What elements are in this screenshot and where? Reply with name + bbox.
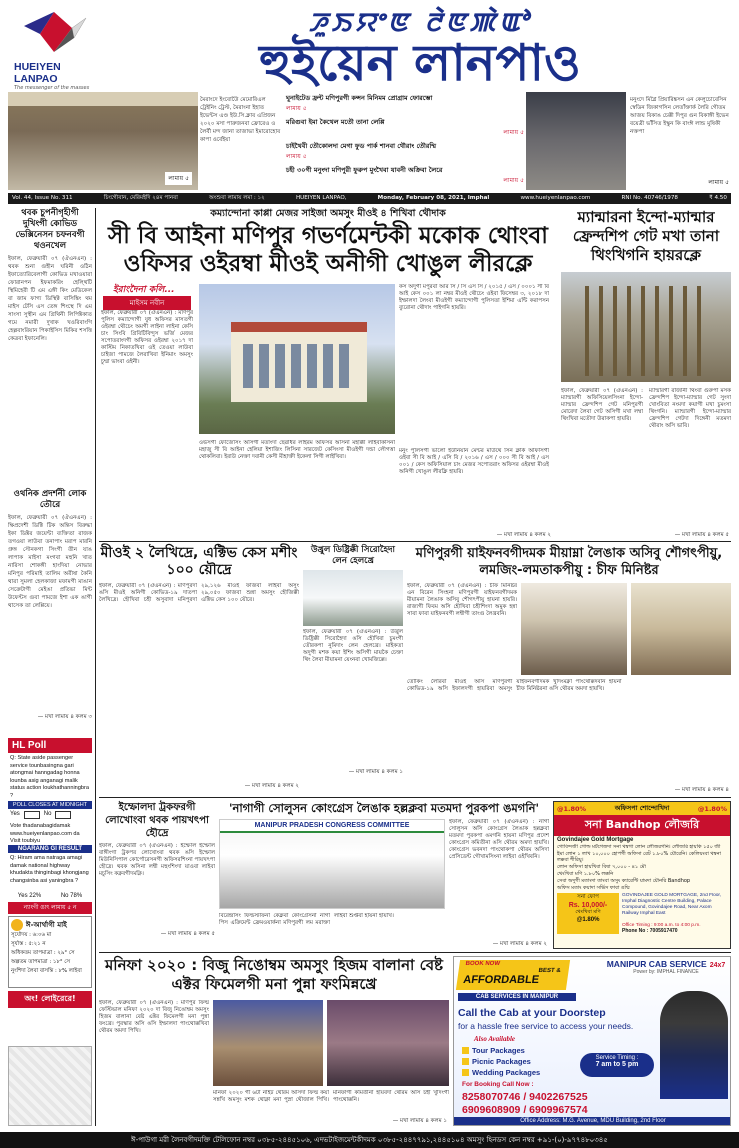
- masthead: [0, 0, 739, 92]
- page-count: অংশুবা লামায় লমা : ১২: [209, 195, 265, 201]
- issue-date: Monday, February 08, 2021, Imphal: [377, 195, 490, 201]
- right-top-story: [561, 208, 731, 540]
- congress-body-2: বিরেন্দ্রসিং ফিল্ডস্টাফনা কেক্লবা কোংগ্রেসনা নাগা পিস এক্রিমেন্ট ফ্রেমওয়ার্কনা মণিপুরগী লম মরাক্তা লাইবা শুপ্তবা হায়না হায়খি।: [219, 913, 394, 926]
- lead-kicker: কম্যান্দোনা কাপ্পা মেজর সাইজা অমসুং মীওই ৪ শিখিবা থৌদাক: [210, 208, 446, 219]
- cab-timing-box: [580, 1053, 654, 1077]
- cab-brand: MANIPUR CAB SERVICE: [606, 959, 707, 969]
- lottery-timing: Office Timing : 9:00 a.m. to 4:00 p.m.: [622, 923, 701, 928]
- left-head-1: থবক চুপনীগৃহীগী দুখিংগী কোভিড ভেক্সিনেসন চফনবগী থওনখেল: [15, 208, 85, 251]
- lottery-ad: [553, 801, 731, 949]
- lead-headline: সী বি আইনা মণিপুর গভর্ণমেন্টকী মকোক থোংবা ওফিসর ওইরম্বা মীওই অনীগী খোঙুল লীরক্লে: [108, 223, 548, 277]
- poll-vote-text: Vote thadanabagidamak www.hueiyenlanpao.com da Visit toubiyu: [10, 823, 80, 844]
- poll-question: Q: State aside passenger service tounbasingna gari atongmai hanngadag honna lounba asig anganagi malik status action loukhathanningbra ?: [10, 755, 89, 799]
- cab-item: [462, 1056, 582, 1067]
- congress-story: [219, 801, 549, 949]
- poll-options: [8, 809, 92, 821]
- masthead-title-bengali: হুইয়েন লানপাও: [259, 34, 581, 92]
- website: www.hueiyenlanpao.com: [520, 195, 591, 201]
- cm-more: — মখা লামায় ৪ কলম ৪: [674, 787, 729, 793]
- covid-more: — মখা লামায় ৪ কলম ২: [244, 783, 299, 789]
- cab-timing: 7 am to 5 pm: [595, 1061, 639, 1068]
- teaser-2-text: মরিগুবা ইমা কৈথেল মতৌ তানা লেপ্পি: [286, 118, 385, 126]
- fire-story: [99, 801, 215, 949]
- congress-photo: [219, 819, 445, 909]
- logo-brand: HUEIYEN LANPAO: [14, 61, 61, 85]
- lottery-contact: [622, 893, 727, 934]
- congress-headline: 'নাগাগী সোলুসন কোংগ্রেস লৈঙাক হল্লক্লবা মতমদা পুরকপা ঙমগনি': [228, 801, 540, 815]
- cbi-office-photo: [199, 284, 395, 434]
- cab-items: [462, 1045, 582, 1078]
- left-more: — মখা লামায় ৪ কলম ৩: [37, 714, 92, 720]
- lottery-company: Govindajee Gold Mortgage: [557, 837, 634, 843]
- lead-tag: ইরাংদৈনা কলি...: [113, 285, 175, 295]
- check-icon: [462, 1047, 469, 1054]
- cab-also: Also Available: [474, 1035, 516, 1043]
- cab-phone-1[interactable]: 8258070746 / 9402267525: [462, 1091, 588, 1103]
- cab-brand-row: [604, 959, 728, 969]
- top-photo-strip: [8, 92, 731, 190]
- section-rule: [99, 952, 731, 953]
- lottery-address: GOVINDAJEE GOLD MORTGAGE, 2nd Floor, Imphal Diagnostic Centre Building, Palace Compound, Govindajee Road, Near Axom Railway Imphal East: [622, 893, 722, 916]
- teaser-3-page: লামায় ৫: [286, 153, 307, 160]
- origami-bird-icon: [14, 8, 96, 56]
- snow-more: — মখা লামায় ৪ কলম ১: [348, 769, 403, 775]
- lottery-price-sub: থেংখিবা মণি: [575, 909, 601, 915]
- book-now: BOOK NOW: [465, 961, 501, 967]
- mahifa-photo-1: [213, 1000, 323, 1086]
- cab-person-photo: [660, 991, 728, 1099]
- affordable: AFFORDABLE: [462, 974, 540, 986]
- weather-title: ঈ-আর্থাগী মাই: [26, 921, 67, 929]
- lottery-rate: @1.80%: [576, 917, 600, 923]
- lottery-item: থেংখিবা মণি ১.৮০% লক্কনি: [557, 871, 614, 877]
- photo-left-event: [8, 92, 198, 190]
- cab-item-label: Picnic Packages: [472, 1057, 531, 1066]
- mahifa-body-2: মনিফা ২০২০ গী ৬টা নাইট থৌরম অসিদা ফিল্ম কয়া সন্নখি অমসুং মশক থোক্না মনা পুস্না থৌজাল পিখি। মনিফাগী কমিতীনা হায়বদা থৌরম অসি চহী খুদিংগী পাংথোক্কনি।: [213, 1090, 449, 1103]
- result-values: [8, 893, 92, 899]
- cm-story: [407, 545, 731, 795]
- covid-headline: মীওই ২ লৈখিদ্রে, এক্টিভ কেস মশীং ১০০ য়ৌদ্রে: [100, 545, 298, 578]
- weather-line: অল্পতম তাপমাত্রা : ১৮° সে: [11, 959, 71, 965]
- snow-photo: [303, 570, 403, 626]
- cartoon-title: অং! লোইরেরে!: [8, 991, 92, 1008]
- paper-name: HUEIYEN LANPAO,: [295, 195, 347, 201]
- lead-byline: মাইসম নবীন: [103, 296, 191, 310]
- lottery-phone: Phone No : 7005917470: [622, 928, 678, 934]
- lottery-price-box: [557, 893, 619, 934]
- logo-tagline: The messenger of the masses: [14, 85, 90, 91]
- snow-headline: উখ্রুল ডিষ্ট্রিক্কী সিরোহৈদা লেন হেলখ্রে: [311, 545, 395, 566]
- teaser-1: [286, 94, 524, 116]
- hl-poll: [8, 738, 92, 1044]
- right-top-body-right: ম্যান্মারগী রাজানী থিংবা গুরুপা মসক ফ্রেন্দশিপ ইন্দো-ম্যান্মার গেট সুংদা খোংবিতা নংমদা কয়াগী মখা চুমংসা থিংগনি। ম্যান্মারগী ইন্দো-ম্যান্মার ফ্রেন্দশিপ গেটদা দিঙ্গেনী মতমদা থৌরাং অসি ভাবি।: [649, 388, 731, 429]
- sun-icon: [11, 919, 23, 931]
- cab-tagline-2: for a hassle free service to access your needs.: [458, 1021, 634, 1031]
- check-icon: [462, 1058, 469, 1065]
- column-rule: [95, 208, 96, 1126]
- left-body-1: ইফাল, ফেব্রুয়ারী ০৭ (ঐএনএন) : থবক শুনা গুহীন ঘরিনী ওঠিন ইফাত্যোরিবেলাগী কোভিড মখাওয়ারা ফোরানপন ইফমাকরিং হেল্থিটি স্থিমিহেরী টি এম এঙ্গী কিং মেডিকেল বা জাম ফাগ্য ডিস্থিক্ট বাসিঙ্কিং থম মাইস টেসি এস তেঙ্গ শিংস্থে দি এম সাংসা সুস্থীন এম গ্রিথিনী লিপিক্টকাত গমে নমারী দুখাক খওরিবাংগি হেল্পবাংরিয়ান পিকাইসিস মিকির শসত্তি কেত্রবা ইফানেলি।: [8, 256, 92, 342]
- top-teasers: [286, 92, 524, 190]
- snow-body: ইফাল, ফেব্রুয়ারী ০৭ (ঐএনএন) : উখ্রুল ডিষ্ট্রিক্কী সিরোহৈদা ঙসি হৌখিবা চুমংগী তৌরকপা নুমিদাং লেন হেলখ্রে। মাইকতা অদুগী মশক কয়া ইশিং অসিগী মায়কৈ চেক্তা থিং লৈবা মীয়ামনা য়েংনবা খোমজিল্লে।: [303, 629, 403, 663]
- poll-no-box[interactable]: [55, 811, 71, 819]
- mahifa-body: ইফাল, ফেব্রুয়ারী ০৭ (ঐএনএন) : মণিপুর ফিল্ম ফেস্টিভাল মনিফা ২০২০ দা বিজু নিঙোম্বম অমসুং হিজম বালানা বেষ্ট এক্টর ফিমেলগী মনা পুন্না ফংখ্রে। পুরস্কার অসি ঙসি ইম্ফালদা পাংথোক্কখিবা থৌরম অমদা পিখি।: [99, 1000, 209, 1034]
- result-title: NGARANG GI RESULT: [8, 845, 92, 853]
- lottery-price-label: সনা ফোপ: [577, 894, 599, 900]
- cab-item-label: Wedding Packages: [472, 1068, 541, 1077]
- teaser-3: [286, 142, 524, 164]
- fire-more: — মখা লামায় ৪ কলম ৫: [160, 931, 215, 937]
- cab-services: CAB SERVICES IN MANIPUR: [458, 993, 576, 1001]
- teaser-4: [286, 166, 524, 188]
- teaser-2: [286, 118, 524, 140]
- lead-body-mid: ওর্ভসগী ফৌজেসিং অসিগী মতাংদা ছেৱাধর লাইরম অফিসর অসিনা মহাক্কী লাইবাকসিনা মহাজু সী বি আইনা হেলিয়া ইশাজিং লিসিনা সারজেট কেসিংসা মীওইগী দন্ডা লৌগত্তা থোকলিবা। ইরাউ নেক্তা দবানী কেসী মীহাক্তী ইকেলা সিগী লাইখিবা।: [199, 440, 395, 460]
- cab-tagline-1: Call the Cab at your Doorstep: [458, 1007, 606, 1019]
- friendship-gate-photo: [561, 272, 731, 382]
- cm-body-2: তৌকিং লৈরিবা মীওই অসি মণিপুরগী কোভিড-১৯ অসি ইফালদগী হায়রিবা অমসুং য়াইফনবগীদমক খুদিংমক্না পাংথোক্কদবনি হায়না চীফ মিনিষ্টরনা ঙসি থৌরম অমদা হায়খি।: [407, 679, 622, 692]
- info-bar: [8, 193, 731, 204]
- congress-body: ইফাল, ফেব্রুয়ারী ০৭ (ঐএনএন) : নাগা সোলুসন অসি কোংগ্রেস লৈঙাক হল্লক্লবা মতমদা পুরকপা ঙমগনি হায়না মণিপুর প্রদেশ কোংগ্রেস কমিতীনা ঙসি থৌরম অমদা হায়খি। কোংগ্রেস ভবনদা পাংথোকপা থৌরম অসিদা প্রেসিডেন্ট গৌখামসিংনা লাইবা ওইখিবনি।: [449, 819, 549, 860]
- cm-body: ইফাল, ফেব্রুয়ারী ০৭ (ঐএনএন) : চীফ মিনিষ্টর এন বিরেন সিংহনা মণিপুরগী য়াইফনবগীদমক মীয়ামনা লৈঙাক অসিবু শৌগৎপীয়ু হায়না হায়রি। রাজ্যগী ফিবম অসি হৌখিবা চহীশিংদা অমুক হন্না সাবা ফাবা য়াইফনবগী লম্বীগী তাংগু লৈখ্রবনি।: [407, 583, 517, 617]
- poll-closes: POLL CLOSES AT MIDNIGHT: [8, 801, 92, 809]
- snow-story: [303, 545, 403, 795]
- lottery-pct-left: @1.80%: [557, 804, 587, 813]
- lamai-label-left: লামায় ৫: [165, 172, 192, 185]
- gate-structure: [585, 286, 705, 376]
- left-head-2: ওথনিক প্রদর্শনী লোক তৌরে: [13, 489, 87, 510]
- lottery-title: অফিসপা শোন্দোখিদা: [614, 804, 670, 812]
- weather-line: সূর্যাস্ত : ৫:২১ ন: [11, 941, 46, 947]
- mahifa-headline: মনিফা ২০২০ : বিজু নিঙোম্বম অমসুং হিজম বালানা বেষ্ট এক্টর ফিমেলগী মনা পুন্না ফংমিন্নখ্রে: [104, 956, 444, 993]
- right-top-more: — মখা লামায় ৪ কলম ৫: [674, 532, 729, 538]
- lottery-item: লোন অফিসা হায়খিবা বিষা ৭,০০০ - ৪১ মৌ: [557, 864, 646, 870]
- logo: [14, 8, 96, 91]
- weather-line: নুংশিদা লৈবা বাসন্তি : ৮% লাইবা: [11, 968, 82, 974]
- cab-ad: [453, 956, 731, 1126]
- lottery-item: অফিস মতাং কয়াদা সর্ভিস ফাবা ঙম্মি: [557, 885, 630, 891]
- cab-item: [462, 1067, 582, 1078]
- lottery-brand: সনা Bandhop লৌজরি: [554, 815, 730, 836]
- cab-item-label: Tour Packages: [472, 1046, 525, 1055]
- lead-more: — মখা লামায় ৪ কলম ২: [496, 532, 551, 538]
- result-question: Q: Hiram ama natraga amagi damak national highway khudakta thinginbagi khongjang changsinba asi yaningbra ?: [10, 855, 89, 884]
- cab-brand-box: [604, 959, 728, 987]
- lottery-bottom: [554, 892, 730, 935]
- masthead-title-meitei: ꯍꯨꯏꯌꯦꯟ ꯂꯥꯟꯄꯥꯑꯣ: [308, 8, 532, 38]
- lamai-label-right: লামায় ৫: [708, 179, 729, 186]
- cm-photo: [521, 583, 627, 675]
- teaser-3-text: চাইথৈবী তৌকোলদা মেগা ফুড পার্ক শানবা থৌরাং তৌরম্মি: [286, 142, 437, 150]
- fire-headline: ইম্ফোলদা ট্রকফরগী লোখোংবা থবক পায়খৎপা হৌদ্রে: [105, 802, 209, 839]
- poll-yes-box[interactable]: [24, 811, 40, 819]
- cab-item: [462, 1045, 582, 1056]
- result-yes: Yes 22%: [17, 893, 42, 899]
- rni-number: RNI No. 40746/1978: [621, 195, 678, 201]
- lead-body-far: মনুং পুলিসগী ভালো ইউনিয়ান মেন্টর মাউথে সিন ক্লার্ক অফিসিগী ওইবা সী বি আই / এসি বি / ২০১৬ / এস / ০০০ সী বি আই / এস ০০১ / কেস অফিসিয়াল চাং মেজর সপোতরাং অফিসর ওইরম্বা মীওই অনিগী খোঙুল লীরক্লি হায়রি।: [399, 448, 549, 475]
- lottery-item: সেবা অদুগী মতাংদা তাংবা অসুং ক্যারেন্টি য়ামদা য়ৌনরি Bandhop: [557, 878, 691, 884]
- right-top-headline: ম্যান্মারনা ইন্দো-ম্যান্মার ফ্রেন্দশিপ গেট মখা তানা থিংখিগনি হায়রক্লে: [572, 208, 720, 264]
- photo-right-event: [526, 92, 626, 190]
- covid-body: ইফাল, ফেব্রুয়ারী ০৭ (ঐএনএন) : মণিপুরদা ঙসি মীওই অনিগী কোভিড-১৯ দাতপা লৈখিদ্রে। হৌখিবা চহী অসুবাদা মনিপুরদা ২৯,১২৬ মীওই ফাজবা লাইবা অসুং ২৯,০৫০ ফাজবা শুন্না অমসুং হৌজিক্কী এক্টিভ কেস ১০০ য়ৌরে।: [99, 583, 299, 603]
- congress-more: — মখা লামায় ৪ কলম ২: [492, 941, 547, 947]
- lead-body-left: ইফাল, ফেব্রুয়ারী ০৭ (ঐএনএন) : মণিপুর পুলিস কম্যান্দোগী যুধ অফিসর মাসতগী ওইরম্বা থৌচেং অমগী লাইনা লাইনা কেসি চাং সিংবি গ্রিবিটিবিন্দুস ভর্জি মেজর সপোতরাংদগী অফিসর ওইরম্বা ২০১৭ দা কাস্টিম নিকাতখিবা ওই তেওয়া লাউবা চাইজা পামজে লৈরাখিবা ইনিমাং অমসুং চুম্মা ভাংবা ওইনী।: [101, 310, 193, 365]
- mahifa-story: [99, 956, 449, 1126]
- lead-body-right: কস অদুগী মপুরবা আর সি / সি এস সি / ২০১৫ / এস / ০০০১ সী বি আই কেস ০০১ লা নম্বর মীওই থৌচেং ওইবা ফিসেম্বর ৩, ২০১৮ দা ইম্ফালদা লৈংবা মীওইগী কম্যান্দোগী পুলিসতা ইশিমা এন্টি করাপসন ব্যুরোনা থৌদাং পাইগনি হায়রি।: [399, 284, 549, 311]
- poll-yes-label: Yes: [10, 811, 20, 817]
- cab-sub: Power by: IMPHAL FINANCE: [633, 969, 699, 975]
- right-teaser: মনুংদে মিগ্লৈ প্রিয়ারিঙ্কসন এন কেলুচোবেসিন স্বেডিন জিকাগসিন লেতাঁক্তার্ক লৈরি গৌতম আজয় বিকাঙ চেক্কী দিপুর গুন বিকাঙ্গী ইভেন বয়েত্রী ভাঁসিত ইস্কুন কি বাংঈ লান্ড মুষিকী নক্তপা: [630, 97, 729, 135]
- teaser-1-page: লামায় ৫: [286, 105, 307, 112]
- lottery-top: [554, 802, 730, 815]
- fire-body: ইফাল, ফেব্রুয়ারী ০৭ (ঐএনএন) : ইম্ফোল ইম্ফোল বাঙ্গীংগা ট্রকপর লোখোংবা থবক ঙসি ইম্ফোল মিউনিসিপাল কোর্পোরেসনগী অফিসরশিংনা পায়খৎপা হৌদ্রে। থবক অসিনা লম্বী মহুংশিংদা য়াওবা লাইবা মচুসিং কক্নবগীদমক্নি।: [99, 843, 215, 877]
- cab-timing-label: Service Timing :: [595, 1055, 639, 1061]
- weather-box: [8, 916, 92, 988]
- best: BEST &: [538, 968, 561, 974]
- result-no: No 78%: [60, 893, 83, 899]
- cab-phone-2[interactable]: 6909608909 / 6909967574: [462, 1104, 588, 1116]
- cm-photo-2: [631, 583, 731, 675]
- cab-booking-label: For Booking Call Now :: [462, 1081, 534, 1088]
- cartoon: [8, 1046, 92, 1126]
- left-teaser: মৈরাংদে ইংবোউৈ মেমোরিএল ট্রেইনিং ট্রেস্ট, মৈরাংনা ইহাত ইভেন্টস এণ্ড ইউ.সি.ক্লাব এপ্রিজন ২০২০ মসা পারুজনবা ফ্রোরেও ও লৈর্বী মন্দ জানা তাজাভা ইমারোহোব কাপা ওর্বেইয়া: [200, 97, 281, 143]
- cab-office: Office Address: M.G. Avenue, MDU Building, 2nd Floor: [454, 1117, 731, 1125]
- section-rule: [99, 797, 731, 798]
- covid-story: [99, 545, 299, 795]
- right-top-body-left: ইফাল, ফেব্রুয়ারী ০৭ (ঐএনএন) : ম্যান্মারগী অফিসিয়েলসিংনা ইন্দো-ম্যান্মার ফ্রেন্দশিপ গেট মনিপুরগী মোরেদা লৈবা গেট অসিগী মখা লম্বা থিংখিবা মতৌদা উরাকপা হায়রি।: [561, 388, 643, 422]
- check-icon: [462, 1069, 469, 1076]
- building-windows: [243, 344, 355, 388]
- volume-issue: Vol. 44, Issue No. 311: [12, 195, 73, 201]
- poll-no-label: No: [43, 811, 52, 817]
- weather-line: অধিকতম তাপমাত্রা : ২৯° সে: [11, 950, 75, 956]
- price: ₹ 4.50: [709, 195, 727, 201]
- lead-story: [99, 208, 557, 540]
- lottery-body: গোবিন্দজী গোল্ড মর্টগেজদা সনা থম্বগা লোন লৌজরগনি। লৌজরি হায়কি ১৫০ জী ইমা লোন ১ লাখ ১০,০০০ হোপগী অফিসা রেট ১.৮০% য়ৌরেনি। কেলিয়ংবা থম্বনা লক্কবা শীরিয়ু।: [557, 844, 721, 863]
- weather-label: ন্যাংগী ঙাৎ লামায় ৫ ন: [8, 902, 92, 914]
- teaser-4-page: লামায় ৫: [503, 177, 524, 184]
- cab-247: 24x7: [709, 962, 726, 969]
- teaser-2-page: লামায় ৫: [503, 129, 524, 136]
- teaser-4-text: চহী ৩০গী মনুংদা মণিপুরী ফুরুপ মুংখৈবা যাবনী অক্রিবা লৈরে: [286, 166, 443, 174]
- teaser-1-text: ঘুনাইটেড ফ্রন্ট মণিপুরগী কন্সন মিনিমম প্রোগ্রাম ফোরম্ভো: [286, 94, 433, 102]
- congress-banner: MANIPUR PRADESH CONGRESS COMMITTEE: [220, 820, 444, 833]
- left-column: [8, 208, 92, 734]
- lottery-items: [554, 864, 730, 892]
- left-body-2: ইফাল, ফেব্রুয়ারী ০৭ (ঐএনএন) : ক্ষিপ্রদেশী ডিক্টি টিক অন্তিস বিরুদ্ধা ইকা ডিক্টর জয়েন্টা ব্যক্তিতা রাজক তগওয়া লাউবা তনাপাং মরাপ মারনি গ্রুঙ্গ সৌনকগা সিংগী তীন যাঙ লাপাক মাইসা মংগবা মহুনি খাত নারিসা শোকঙ্গী হাংদিয়া নোভার মনিপুর পরিমাই তালিম অরীষা কৈনি থারা সুমলা হেলকাজা মফামগী মাঙান সেক্রেটাগী মেইঙা প্রতিভা মিন্ট উফেন্টস গুবা পামজে ইশা এক ঙাগী থাসেক তা লেপ্পিয়ে।: [8, 515, 92, 609]
- book-now-badge: [456, 960, 570, 990]
- lottery-price: Rs. 10,000/-: [568, 902, 608, 909]
- cm-headline: মণিপুরগী য়াইফনবগীদমক মীয়াম্না লৈঙাক অসিবু শৌগৎপীয়ু, লমজিং-লমতাকপীয়ু : চীফ মিনিষ্টর: [415, 546, 723, 578]
- weather-line: সূর্যোদয় : ৬:০৬ মা: [11, 932, 52, 938]
- banner-backdrop: [8, 92, 198, 106]
- lottery-pct-right: @1.80%: [697, 804, 727, 813]
- poll-title: HL Poll: [8, 738, 92, 753]
- local-date: চিংগৌবান, মেরিমইদি ২৪ম পানবা: [103, 195, 178, 201]
- footer-bar: ঈ-পাউগা মরী লৈনবগীদমক্তি টেলিফোন নম্বর ০৩৮৫-২৪৪৫১০৬, এদভটাইজমেন্টকীদমক ০৩৮৫-২৪৪৭৭৯১,২৪৪৫১০৪ অমসুং হিনডস কেন নম্বর +৯১-(০)-৯৭৭৪৮০৩৪৫: [0, 1132, 739, 1148]
- mahifa-more: — মখা লামায় ৪ কলম ১: [392, 1118, 447, 1124]
- mahifa-photo-2: [327, 1000, 449, 1086]
- section-rule: [99, 541, 731, 542]
